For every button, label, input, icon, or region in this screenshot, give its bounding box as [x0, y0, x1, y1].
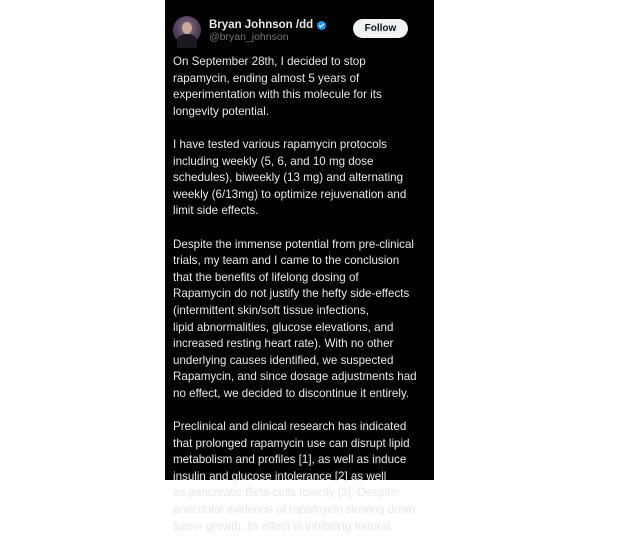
tweet-line: as pancreatic Beta-cells toxicity [3]. Despite	[173, 486, 397, 500]
tweet-line: that the benefits of lifelong dosing of	[173, 270, 359, 284]
avatar-face	[182, 22, 192, 34]
tweet-line: On September 28th, I decided to stop	[173, 55, 366, 68]
tweet-paragraph-3	[173, 237, 429, 403]
tweet-line: tumor growth, its effect in inhibiting natural	[173, 519, 390, 533]
tweet-line: I have tested various rapamycin protocols	[173, 137, 387, 151]
tweet-line: lipid abnormalities, glucose elevations, and	[173, 320, 394, 334]
author-display-name[interactable]: Bryan Johnson /dd	[209, 19, 314, 31]
tweet-line: rapamycin, ending almost 5 years of	[173, 71, 360, 85]
tweet-line: increased resting heart rate). With no other	[173, 337, 394, 351]
tweet-line: (intermittent skin/soft tissue infections,	[173, 303, 369, 317]
tweet-paragraph-1	[173, 54, 429, 120]
tweet-line: weekly (6/13mg) to optimize rejuvenation and	[173, 187, 407, 201]
tweet-paragraph-2	[173, 137, 429, 220]
tweet-line: Rapamycin, and since dosage adjustments had	[173, 370, 417, 384]
tweet-line: no effect, we decided to discontinue it entirely.	[173, 386, 410, 400]
tweet-line: limit side effects.	[173, 204, 259, 218]
tweet-line: Rapamycin do not justify the hefty side-effects	[173, 287, 410, 301]
verified-badge-icon	[316, 20, 327, 31]
tweet-line: metabolism and profiles [1], as well as induce	[173, 453, 407, 467]
tweet-panel	[165, 0, 434, 533]
tweet-header	[165, 0, 434, 50]
tweet-line: longevity potential.	[173, 104, 270, 118]
tweet-line: insulin and glucose intolerance [2] as well	[173, 469, 387, 483]
tweet-text	[173, 54, 429, 552]
tweet-line: including weekly (5, 6, and 10 mg dose	[173, 154, 374, 168]
tweet-line: Despite the immense potential from pre-clinical	[173, 237, 414, 251]
tweet-line: Preclinical and clinical research has indicated	[173, 420, 407, 434]
tweet-line: underlying causes identified, we suspected	[173, 353, 394, 367]
tweet-line: anecdotal evidence of rapamycin slowing down	[173, 503, 416, 517]
tweet-line: that prolonged rapamycin use can disrupt lipid	[173, 436, 410, 450]
author-handle[interactable]: @bryan_johnson	[209, 31, 289, 43]
avatar-body	[177, 34, 197, 48]
follow-button[interactable]: Follow	[353, 19, 408, 38]
tweet-paragraph-4	[173, 419, 429, 535]
tweet-line: schedules), biweekly (13 mg) and alternating	[173, 171, 404, 185]
tweet-line: trials, my team and I came to the conclusion	[173, 254, 400, 268]
avatar[interactable]	[173, 16, 201, 44]
tweet-line: experimentation with this molecule for its	[173, 88, 382, 102]
